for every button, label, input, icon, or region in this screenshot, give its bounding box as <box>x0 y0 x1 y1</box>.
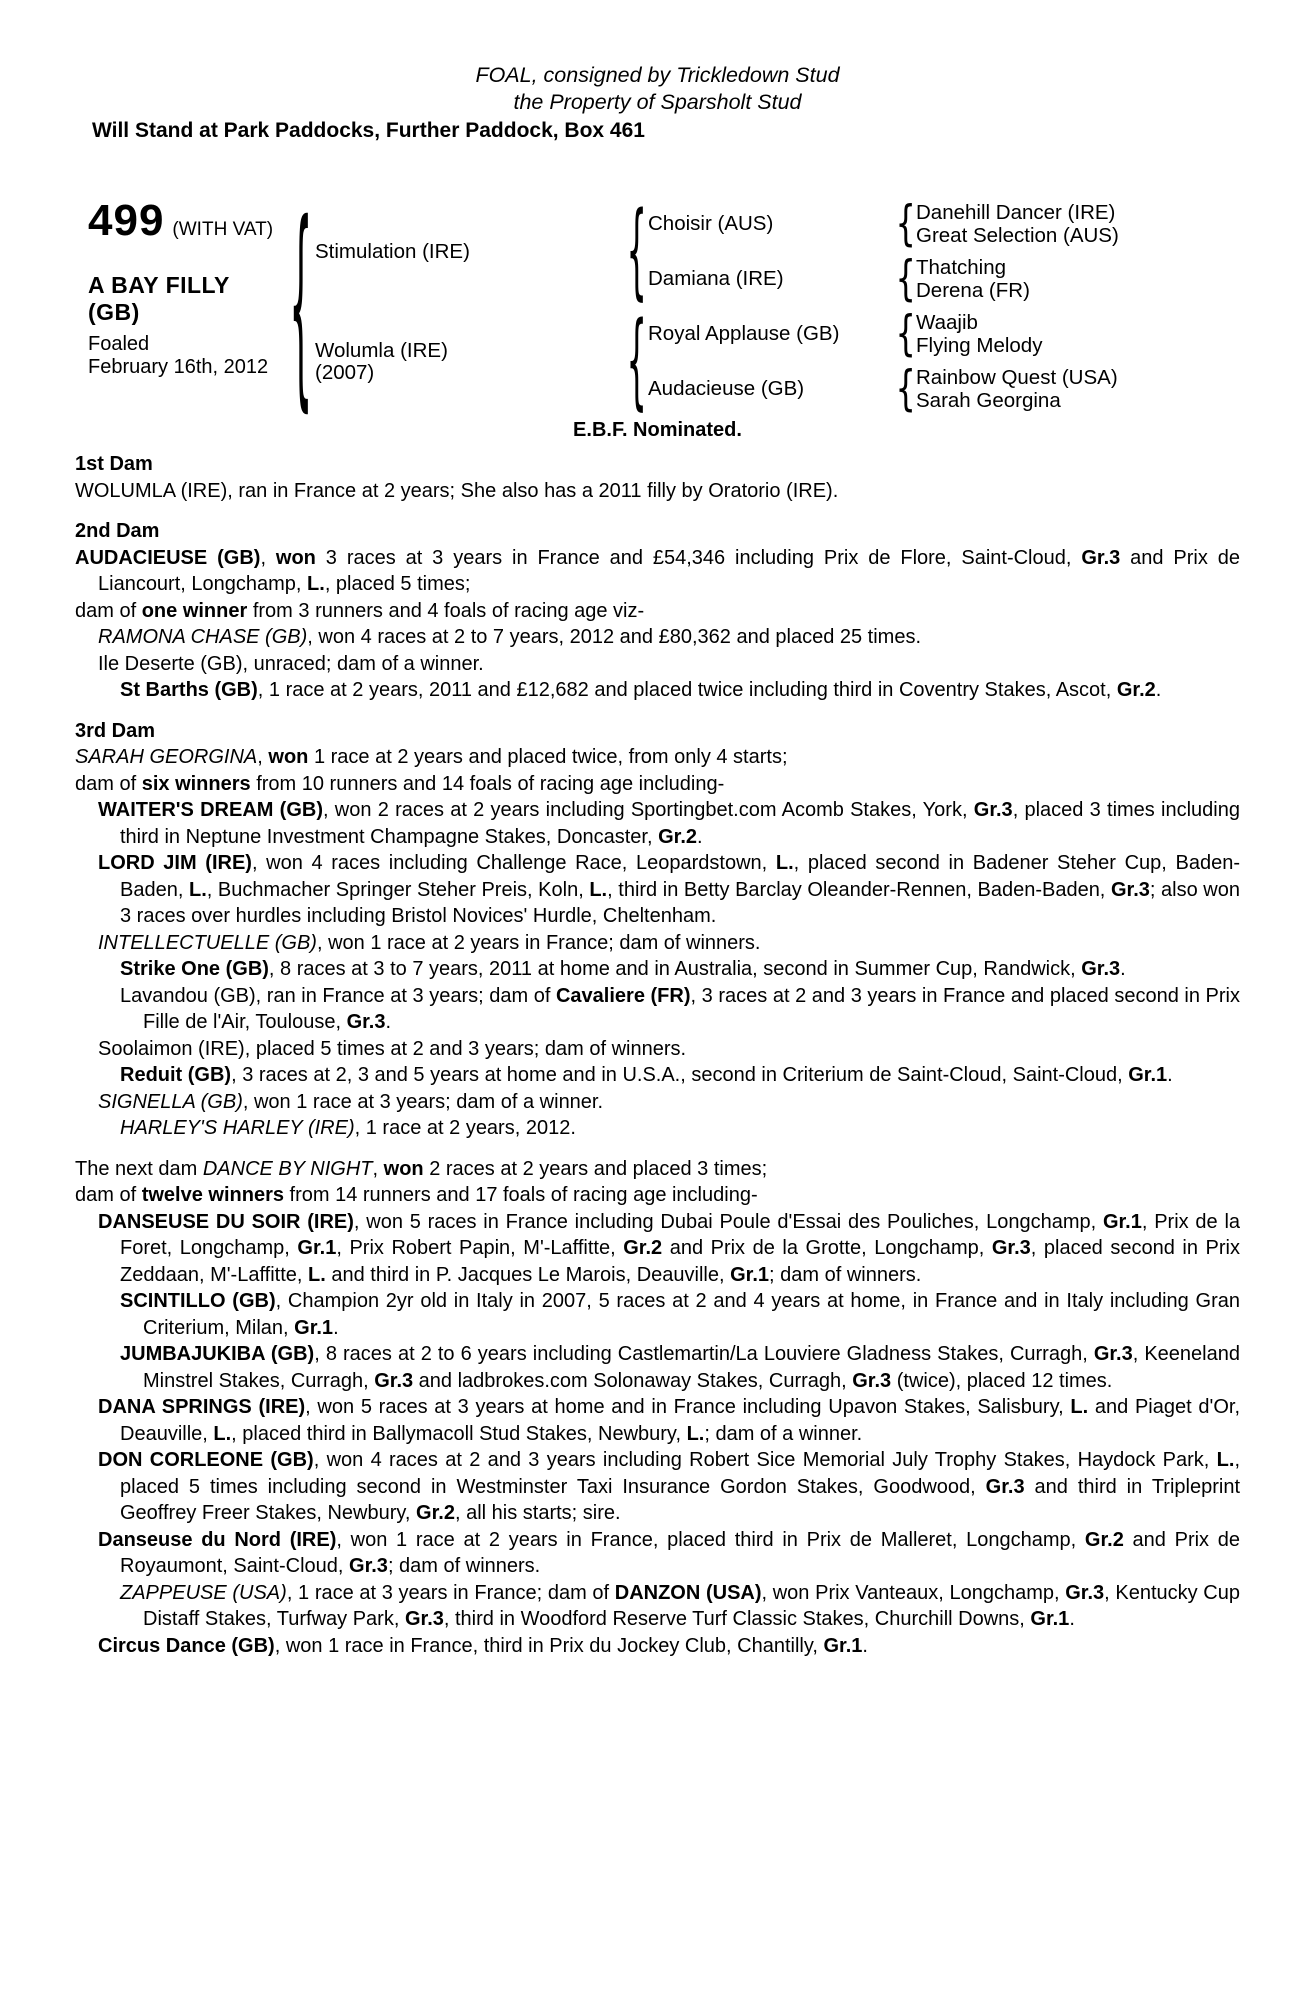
horse-name: A BAY FILLY (GB) <box>88 272 230 325</box>
pedigree-sire-sire: Choisir (AUS) <box>648 212 774 235</box>
catalog-paragraph: Lavandou (GB), ran in France at 3 years; dam of Cavaliere (FR), 3 races at 2 and 3 years in France and placed second in Prix Fille de l'Air, Toulouse, Gr.3. <box>120 984 1240 1033</box>
pedigree-ancestor: Sarah Georgina <box>916 389 1061 412</box>
pedigree-ancestor: Derena (FR) <box>916 279 1030 302</box>
stand-location: Will Stand at Park Paddocks, Further Paddock, Box 461 <box>92 119 645 142</box>
consignor-line: FOAL, consigned by Trickledown Stud <box>475 63 840 87</box>
pedigree-brace: { <box>895 196 916 252</box>
catalog-paragraph: WAITER'S DREAM (GB), won 2 races at 2 years including Sportingbet.com Acomb Stakes, York, Gr.3, placed 3 times including third in Neptune Investment Champagne Stakes, Doncaster, Gr.2. <box>98 799 1240 848</box>
catalog-paragraph: DON CORLEONE (GB), won 4 races at 2 and 3 years including Robert Sice Memorial July Trophy Stakes, Haydock Park, L., placed 5 times including second in Westminster Taxi Insurance Gordon Stakes, Goodwood, Gr.3 and third in Tripleprint Geoffrey Freer Stakes, Newbury, Gr.2, all his starts; sire. <box>98 1449 1241 1524</box>
lot-info <box>75 196 287 379</box>
dam-section-heading: 1st Dam <box>75 453 153 475</box>
ebf-nominated-note: E.B.F. Nominated. <box>573 419 742 441</box>
catalog-paragraph: DANSEUSE DU SOIR (IRE), won 5 races in France including Dubai Poule d'Essai des Pouliches, Longchamp, Gr.1, Prix de la Foret, Longchamp, Gr.1, Prix Robert Papin, M'-Laffitte, Gr.2 and Prix de la Grotte, Longchamp, Gr.3, placed second in Prix Zeddaan, M'-Laffitte, L. and third in P. Jacques Le Marois, Deauville, Gr.1; dam of winners. <box>98 1210 1241 1286</box>
foaled-label: Foaled <box>88 333 150 355</box>
catalog-paragraph: LORD JIM (IRE), won 4 races including Challenge Race, Leopardstown, L., placed second in Badener Steher Cup, Baden-Baden, L., Buchmacher Springer Steher Preis, Koln, L., third in Betty Barclay Oleander-Rennen, Baden-Baden, Gr.3; also won 3 races over hurdles including Bristol Novices' Hurdle, Cheltenham. <box>98 852 1240 927</box>
catalog-paragraph: dam of six winners from 10 runners and 14 foals of racing age including- <box>75 772 725 795</box>
pedigree-brace: { <box>626 191 647 312</box>
vat-note: (WITH VAT) <box>172 219 274 240</box>
catalog-paragraph: St Barths (GB), 1 race at 2 years, 2011 and £12,682 and placed twice including third in Coventry Stakes, Ascot, Gr.2. <box>120 679 1162 701</box>
dam-section-heading: 2nd Dam <box>75 520 160 542</box>
catalog-paragraph: The next dam DANCE BY NIGHT, won 2 races at 2 years and placed 3 times; <box>75 1157 768 1180</box>
catalog-paragraph: Circus Dance (GB), won 1 race in France, third in Prix du Jockey Club, Chantilly, Gr.1. <box>98 1634 868 1657</box>
foaled-date: February 16th, 2012 <box>88 356 269 378</box>
catalog-paragraph: SIGNELLA (GB), won 1 race at 3 years; dam of a winner. <box>98 1090 604 1113</box>
catalog-paragraph: ZAPPEUSE (USA), 1 race at 3 years in France; dam of DANZON (USA), won Prix Vanteaux, Longchamp, Gr.3, Kentucky Cup Distaff Stakes, Turfway Park, Gr.3, third in Woodford Reserve Turf Classic Stakes, Churchill Downs, Gr.1. <box>120 1581 1240 1630</box>
catalog-paragraph: INTELLECTUELLE (GB), won 1 race at 2 years in France; dam of winners. <box>98 931 761 954</box>
catalog-paragraph: RAMONA CHASE (GB), won 4 races at 2 to 7 years, 2012 and £80,362 and placed 25 times. <box>98 626 922 648</box>
pedigree-sire: Stimulation (IRE) <box>315 239 470 263</box>
lot-number: 499 <box>88 196 165 245</box>
catalog-paragraph: Strike One (GB), 8 races at 3 to 7 years, 2011 at home and in Australia, second in Summer Cup, Randwick, Gr.3. <box>120 958 1126 980</box>
catalog-paragraph: SCINTILLO (GB), Champion 2yr old in Italy in 2007, 5 races at 2 and 4 years at home, in France and in Italy including Gran Criterium, Milan, Gr.1. <box>120 1290 1240 1339</box>
catalog-paragraph: Ile Deserte (GB), unraced; dam of a winner. <box>98 652 484 675</box>
pedigree-brace: { <box>626 301 647 422</box>
catalog-paragraph: Soolaimon (IRE), placed 5 times at 2 and 3 years; dam of winners. <box>98 1037 687 1060</box>
pedigree-dam-sire: Royal Applause (GB) <box>648 322 840 345</box>
pedigree-sire-dam: Damiana (IRE) <box>648 267 784 290</box>
pedigree-ancestor: Thatching <box>916 256 1007 279</box>
catalog-paragraph: dam of twelve winners from 14 runners and 17 foals of racing age including- <box>75 1184 758 1206</box>
pedigree-ancestor: Great Selection (AUS) <box>916 224 1119 247</box>
pedigree-ancestor: Rainbow Quest (USA) <box>916 366 1118 389</box>
pedigree-brace: { <box>895 361 916 417</box>
pedigree-brace: { <box>895 251 916 307</box>
pedigree-ancestor: Waajib <box>916 311 978 334</box>
catalog-paragraph: SARAH GEORGINA, won 1 race at 2 years and placed twice, from only 4 starts; <box>75 746 788 768</box>
dam-sections <box>75 451 1240 1659</box>
catalog-paragraph: JUMBAJUKIBA (GB), 8 races at 2 to 6 years including Castlemartin/La Louviere Gladness Stakes, Curragh, Gr.3, Keeneland Minstrel Stakes, Curragh, Gr.3 and ladbrokes.com Solonaway Stakes, Curragh, Gr.3 (twice), placed 12 times. <box>120 1343 1240 1392</box>
catalog-paragraph: WOLUMLA (IRE), ran in France at 2 years; She also has a 2011 filly by Oratorio (IRE). <box>75 479 839 502</box>
catalog-paragraph: AUDACIEUSE (GB), won 3 races at 3 years in France and £54,346 including Prix de Flore, Saint-Cloud, Gr.3 and Prix de Liancourt, Longchamp, L., placed 5 times; <box>75 546 1240 595</box>
catalog-paragraph: dam of one winner from 3 runners and 4 foals of racing age viz- <box>75 599 645 622</box>
owner-line: the Property of Sparsholt Stud <box>513 90 802 114</box>
pedigree-brace: { <box>895 306 916 362</box>
catalog-paragraph: Danseuse du Nord (IRE), won 1 race at 2 years in France, placed third in Prix de Malleret, Longchamp, Gr.2 and Prix de Royaumont, Saint-Cloud, Gr.3; dam of winners. <box>98 1528 1241 1577</box>
pedigree-brace: { <box>289 179 313 434</box>
catalog-paragraph: DANA SPRINGS (IRE), won 5 races at 3 years at home and in France including Upavon Stakes, Salisbury, L. and Piaget d'Or, Deauville, L., placed third in Ballymacoll Stud Stakes, Newbury, L.; dam of a winner. <box>98 1396 1241 1445</box>
pedigree-ancestor: Danehill Dancer (IRE) <box>916 201 1116 224</box>
pedigree-dam-dam: Audacieuse (GB) <box>648 377 805 400</box>
dam-section-heading: 3rd Dam <box>75 719 156 742</box>
catalog-paragraph: Reduit (GB), 3 races at 2, 3 and 5 years at home and in U.S.A., second in Criterium de Saint-Cloud, Saint-Cloud, Gr.1. <box>120 1064 1173 1086</box>
pedigree-dam: Wolumla (IRE) (2007) <box>315 338 448 384</box>
pedigree-ancestor: Flying Melody <box>916 334 1043 357</box>
catalog-paragraph: HARLEY'S HARLEY (IRE), 1 race at 2 years, 2012. <box>120 1117 576 1139</box>
